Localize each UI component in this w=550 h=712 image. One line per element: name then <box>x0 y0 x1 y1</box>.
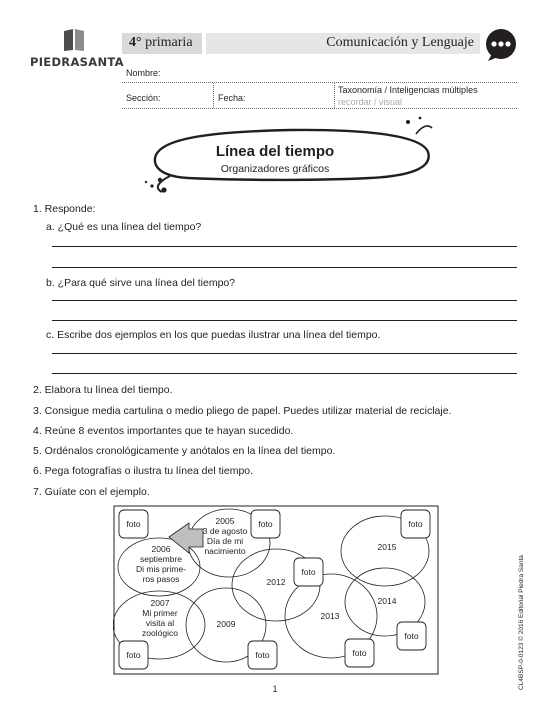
year-2013: 2013 <box>320 611 340 621</box>
publisher-logo <box>30 28 124 78</box>
year-2012: 2012 <box>266 577 286 587</box>
question-1c: c. Escribe dos ejemplos en los que puedas ilustrar una línea del tiempo. <box>46 329 381 341</box>
question-1: 1. Responde: <box>33 203 96 215</box>
publisher-name: PIEDRASANTA <box>30 55 124 69</box>
question-1a: a. ¿Qué es una línea del tiempo? <box>46 221 202 233</box>
photo-label: foto <box>126 519 141 529</box>
subject-label: Comunicación y Lenguaje <box>326 35 474 50</box>
event-2007-line: Mi primer <box>142 608 178 618</box>
instruction-3: 3. Consigue media cartulina o medio pliego de papel. Puedes utilizar material de reciclaje. <box>33 405 452 417</box>
copyright-note: CL4BSP-0-0123 © 2016 Editorial Piedra Santa <box>518 555 525 690</box>
photo-label: foto <box>408 519 423 529</box>
instruction-2: 2. Elabora tu línea del tiempo. <box>33 384 173 396</box>
timeline-example-diagram <box>113 505 439 675</box>
instruction-6: 6. Pega fotografías o ilustra tu línea del tiempo. <box>33 465 254 477</box>
book-logo-icon <box>63 28 85 52</box>
subject-box <box>206 33 480 54</box>
name-field-line[interactable] <box>122 82 517 83</box>
year-2009: 2009 <box>216 619 236 629</box>
taxonomy-subtitle: recordar / visual <box>338 97 403 107</box>
event-2006-month: septiembre <box>139 554 183 564</box>
field-divider <box>334 83 335 108</box>
taxonomy-label: Taxonomía / Inteligencias múltiples <box>338 85 478 95</box>
photo-label: foto <box>404 631 419 641</box>
event-2007-line: zoológico <box>142 628 178 638</box>
field-divider <box>213 83 214 108</box>
section-label: Sección: <box>126 93 161 103</box>
event-2005-year: 2005 <box>215 516 235 526</box>
photo-label: foto <box>352 648 367 658</box>
year-2014: 2014 <box>377 596 397 606</box>
photo-label: foto <box>255 650 270 660</box>
answer-line[interactable] <box>52 246 517 247</box>
answer-line[interactable] <box>52 267 517 268</box>
page-number: 1 <box>272 684 278 694</box>
page-title: Línea del tiempo <box>215 143 335 160</box>
year-2015: 2015 <box>377 542 397 552</box>
answer-line[interactable] <box>52 373 517 374</box>
instruction-4: 4. Reúne 8 eventos importantes que te hayan sucedido. <box>33 425 294 437</box>
event-2005-date: 3 de agosto <box>202 526 248 536</box>
event-2005-line: nacimiento <box>204 546 246 556</box>
event-2006-line: ros pasos <box>142 574 180 584</box>
event-2007-line: visita al <box>145 618 175 628</box>
event-2007-year: 2007 <box>150 598 170 608</box>
event-2005-line: Día de mi <box>206 536 244 546</box>
instruction-5: 5. Ordénalos cronológicamente y anótalos en la línea del tiempo. <box>33 445 336 457</box>
event-2006-year: 2006 <box>151 544 171 554</box>
date-label: Fecha: <box>218 93 246 103</box>
section-field-line[interactable] <box>122 108 517 109</box>
photo-label: foto <box>126 650 141 660</box>
page-subtitle: Organizadores gráficos <box>220 163 330 175</box>
speech-bubble-icon <box>484 28 518 62</box>
event-2006-line: Di mis prime- <box>135 564 187 574</box>
name-label: Nombre: <box>126 68 161 78</box>
instruction-7: 7. Guíate con el ejemplo. <box>33 486 150 498</box>
photo-label: foto <box>301 567 316 577</box>
answer-line[interactable] <box>52 320 517 321</box>
photo-label: foto <box>258 519 273 529</box>
grade-label: 4° primaria <box>129 35 193 50</box>
grade-box <box>122 33 204 54</box>
answer-line[interactable] <box>52 300 517 301</box>
question-1b: b. ¿Para qué sirve una línea del tiempo? <box>46 277 236 289</box>
answer-line[interactable] <box>52 353 517 354</box>
